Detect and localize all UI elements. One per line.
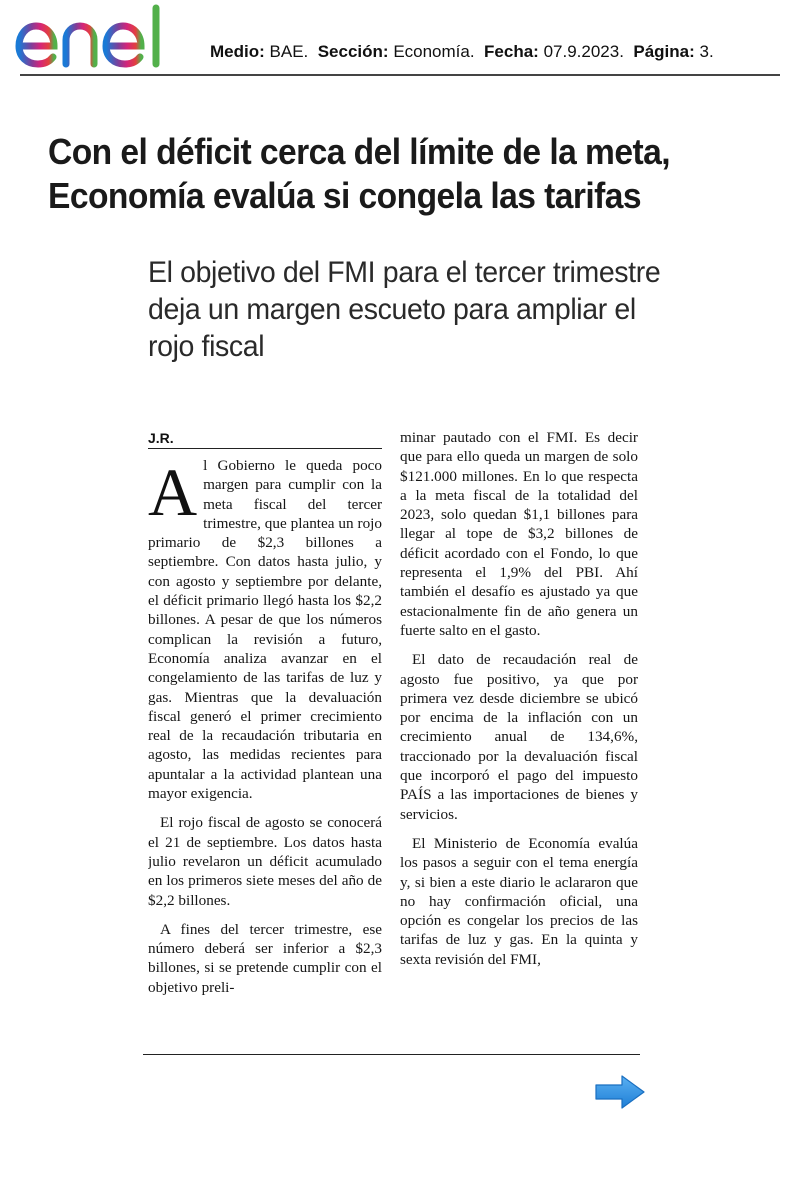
- paragraph: minar pautado con el FMI. Es decir que para ello queda un margen de solo $121.000 millones. En lo que respecta a la meta fiscal de la totalidad del 2023, solo quedan $1,1 billones para llegar al tope de $3,2 billones de déficit acordado con el Fondo, lo que representa el 1,9% del PBI. Ahí también el desafío es ajustado ya que estacionalmente fin de año genera un fuerte salto en el gasto.: [400, 429, 638, 639]
- article-column-1: [148, 456, 382, 1034]
- publication-meta: [210, 42, 714, 62]
- arrow-right-icon[interactable]: [594, 1074, 646, 1110]
- seccion-label: Sección:: [317, 42, 389, 61]
- header-divider: [20, 74, 780, 76]
- medio-label: Medio:: [210, 42, 265, 61]
- paragraph: El Ministerio de Economía evalúa los pasos a seguir con el tema energía y, si bien a este diario le aclararon que no hay confirmación oficial, una opción es congelar los precios de las tarifas de luz y gas. En la quinta y sexta revisión del FMI,: [400, 834, 638, 968]
- article-column-2: [400, 428, 638, 1034]
- article-headline: Con el déficit cerca del límite de la meta, Economía evalúa si congela las tarifas: [48, 131, 670, 216]
- article-byline: J.R.: [148, 430, 174, 446]
- fecha-label: Fecha:: [484, 42, 539, 61]
- pagina-label: Página:: [633, 42, 695, 61]
- fecha-value: 07.9.2023.: [543, 42, 624, 61]
- paragraph: Al Gobierno le queda poco margen para cumplir con la meta fiscal del tercer trimestre, que plantea un rojo primario de $2,3 billones a septiembre. Con datos hasta julio, y con agosto y septiembre por delante, el déficit primario llegó hasta los $2,2 billones. A pesar de que los números complican la revisión a futuro, Economía analiza avanzar en el congelamiento de las tarifas de luz y gas. Mientras que la devaluación fiscal generó el primer crecimiento real de la recaudación tributaria en agosto, las medidas recientes para apuntalar a la actividad plantean una mayor exigencia.: [148, 456, 382, 803]
- paragraph: El dato de recaudación real de agosto fue positivo, ya que por primera vez desde diciembre se ubicó por encima de la inflación con un crecimiento anual de 134,6%, traccionado por la devaluación fiscal que incorporó el pago del impuesto PAÍS a las importaciones de bienes y servicios.: [400, 651, 638, 823]
- paragraph: A fines del tercer trimestre, ese número deberá ser inferior a $2,3 billones, si se pretende cumplir con el objetivo preli-: [148, 920, 382, 996]
- byline-divider: [148, 448, 382, 449]
- article-subhead: El objetivo del FMI para el tercer trimestre deja un margen escueto para ampliar el rojo fiscal: [148, 256, 661, 363]
- seccion-value: Economía.: [393, 42, 475, 61]
- paragraph: El rojo fiscal de agosto se conocerá el 21 de septiembre. Los datos hasta julio revelaron un déficit acumulado en los primeros siete meses del año de $2,2 billones.: [148, 814, 382, 909]
- enel-logo: [14, 4, 184, 68]
- footer-divider: [143, 1054, 640, 1055]
- drop-cap: A: [148, 456, 198, 530]
- medio-value: BAE.: [269, 42, 309, 61]
- pagina-value: 3.: [699, 42, 714, 61]
